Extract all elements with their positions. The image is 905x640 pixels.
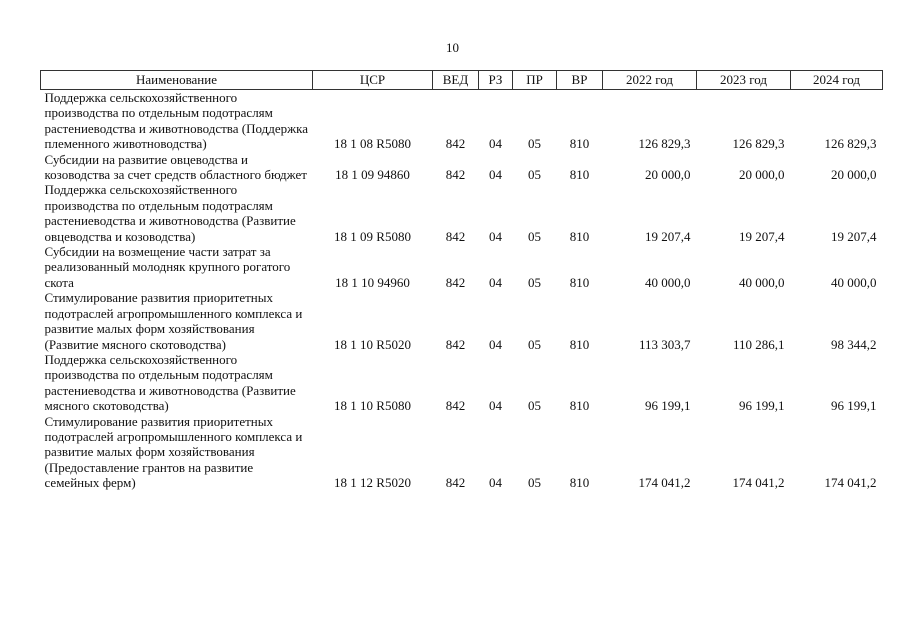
row-pr: 05 <box>528 228 541 244</box>
table-row <box>41 290 883 352</box>
table-row <box>41 352 883 414</box>
row-vr: 810 <box>569 398 590 414</box>
row-vr: 810 <box>569 475 590 491</box>
row-2023: 40 000,0 <box>739 274 785 290</box>
row-2024: 40 000,0 <box>831 274 877 290</box>
row-2022: 20 000,0 <box>645 167 691 183</box>
column-header-2024: 2024 год <box>791 71 883 90</box>
row-ved: 842 <box>445 228 466 244</box>
column-header-ved: ВЕД <box>433 71 479 90</box>
row-name: Поддержка сельскохозяйственного производства по отдельным подотраслям растениеводства и животноводства (Поддержка племенного животноводства) <box>44 90 309 152</box>
row-pr: 05 <box>528 336 541 352</box>
row-csr: 18 1 10 94960 <box>335 274 410 290</box>
table-row <box>41 90 883 152</box>
row-2022: 19 207,4 <box>645 228 691 244</box>
column-header-2022: 2022 год <box>603 71 697 90</box>
row-name: Поддержка сельскохозяйственного производства по отдельным подотраслям растениеводства и животноводства (Развитие мясного скотоводства) <box>44 351 296 414</box>
column-header-pr: ПР <box>513 71 557 90</box>
column-header-2023: 2023 год <box>697 71 791 90</box>
row-ved: 842 <box>445 398 466 414</box>
page-number: 10 <box>446 40 459 55</box>
row-2022: 126 829,3 <box>638 136 691 152</box>
row-vr: 810 <box>569 167 590 183</box>
row-vr: 810 <box>569 274 590 290</box>
row-ved: 842 <box>445 274 466 290</box>
column-header-vr: ВР <box>557 71 603 90</box>
row-ved: 842 <box>445 336 466 352</box>
row-2022: 40 000,0 <box>645 274 691 290</box>
row-ved: 842 <box>445 136 466 152</box>
row-2024: 174 041,2 <box>824 475 877 491</box>
row-csr: 18 1 10 R5020 <box>334 336 411 352</box>
row-vr: 810 <box>569 136 590 152</box>
row-csr: 18 1 10 R5080 <box>334 398 411 414</box>
column-header-csr: ЦСР <box>313 71 433 90</box>
table-row <box>41 182 883 244</box>
row-rz: 04 <box>489 475 502 491</box>
row-csr: 18 1 08 R5080 <box>334 136 411 152</box>
table-row <box>41 152 883 183</box>
row-csr: 18 1 09 R5080 <box>334 228 411 244</box>
row-rz: 04 <box>489 228 502 244</box>
row-2023: 174 041,2 <box>732 475 785 491</box>
row-vr: 810 <box>569 228 590 244</box>
row-name: Стимулирование развития приоритетных подотраслей агропромышленного комплекса и развитие малых форм хозяйствования (Предоставление грантов на развитие семейных ферм) <box>44 413 303 491</box>
row-2022: 96 199,1 <box>645 398 691 414</box>
table-row <box>41 414 883 491</box>
row-2024: 19 207,4 <box>831 228 877 244</box>
row-pr: 05 <box>528 475 541 491</box>
row-2024: 96 199,1 <box>831 398 877 414</box>
table-header-row <box>41 71 883 90</box>
row-rz: 04 <box>489 336 502 352</box>
row-2022: 174 041,2 <box>638 475 691 491</box>
row-pr: 05 <box>528 274 541 290</box>
row-2023: 96 199,1 <box>739 398 785 414</box>
row-2024: 126 829,3 <box>824 136 877 152</box>
row-2024: 98 344,2 <box>831 336 877 352</box>
column-header-name: Наименование <box>41 71 313 90</box>
row-2023: 19 207,4 <box>739 228 785 244</box>
row-2024: 20 000,0 <box>831 167 877 183</box>
column-header-rz: РЗ <box>479 71 513 90</box>
row-ved: 842 <box>445 475 466 491</box>
row-2023: 126 829,3 <box>732 136 785 152</box>
row-name: Поддержка сельскохозяйственного производства по отдельным подотраслям растениеводства и животноводства (Развитие овцеводства и козоводства) <box>44 182 296 244</box>
row-pr: 05 <box>528 167 541 183</box>
row-pr: 05 <box>528 398 541 414</box>
row-name: Субсидии на возмещение части затрат за реализованный молодняк крупного рогатого скота <box>44 244 291 290</box>
row-name: Стимулирование развития приоритетных подотраслей агропромышленного комплекса и развитие малых форм хозяйствования (Развитие мясного скотоводства) <box>44 290 303 352</box>
row-pr: 05 <box>528 136 541 152</box>
row-2022: 113 303,7 <box>638 336 691 352</box>
row-csr: 18 1 09 94860 <box>335 167 410 183</box>
row-rz: 04 <box>489 136 502 152</box>
row-rz: 04 <box>489 167 502 183</box>
row-ved: 842 <box>445 167 466 183</box>
budget-table <box>40 70 883 491</box>
row-rz: 04 <box>489 274 502 290</box>
table-row <box>41 244 883 290</box>
row-rz: 04 <box>489 398 502 414</box>
row-2023: 20 000,0 <box>739 167 785 183</box>
row-name: Субсидии на развитие овцеводства и козоводства за счет средств областного бюджет <box>44 151 307 183</box>
row-2023: 110 286,1 <box>732 336 785 352</box>
row-csr: 18 1 12 R5020 <box>334 475 411 491</box>
row-vr: 810 <box>569 336 590 352</box>
